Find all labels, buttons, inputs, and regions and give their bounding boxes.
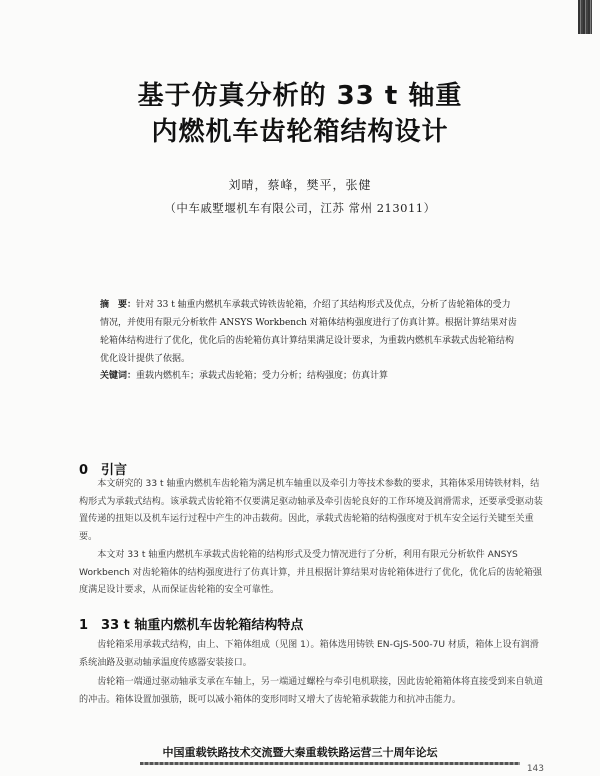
- footer-rule: [140, 762, 520, 765]
- author-list: 刘晴，蔡峰，樊平，张健: [228, 178, 372, 192]
- section-1-paragraph-1: 齿轮箱采用承载式结构，由上、下箱体组成（见图 1）。箱体选用铸铁 EN-GJS-500-7U 材质，箱体上设有润滑系统油路及驱动轴承温度传感器安装接口。: [79, 640, 539, 668]
- section-heading-intro: 0 引言: [79, 463, 128, 478]
- abstract-label: 摘 要：: [100, 300, 137, 310]
- scan-edge-mark: [578, 0, 592, 34]
- intro-paragraph-2: 本文对 33 t 轴重内燃机车承载式齿轮箱的结构形式及受力情况进行了分析，利用有限元分析软件 ANSYS Workbench 对齿轮箱体的结构强度进行了仿真计算，并且根据计算结果对齿轮箱体进行了优化，优化后的齿轮箱强度满足设计要求，从而保证齿轮箱的安全可靠性。: [79, 550, 543, 595]
- section-heading-1: 1 33 t 轴重内燃机车齿轮箱结构特点: [79, 618, 304, 633]
- conference-footer: 中国重载铁路技术交流暨大秦重载铁路运营三十周年论坛: [162, 746, 438, 759]
- author-affiliation: （中车戚墅堰机车有限公司，江苏 常州 213011）: [164, 201, 436, 215]
- title-line-1: 基于仿真分析的 33 t 轴重: [137, 81, 463, 111]
- abstract: [100, 296, 518, 368]
- paper-title: [0, 78, 600, 150]
- keywords-label: 关键词：: [100, 371, 137, 381]
- title-line-2: 内燃机车齿轮箱结构设计: [151, 117, 449, 147]
- intro-paragraph-1: 本文研究的 33 t 轴重内燃机车齿轮箱为满足机车轴重以及牵引力等技术参数的要求，其箱体采用铸铁材料，结构形式为承载式结构。该承载式齿轮箱不仅要满足驱动轴承及牵引齿轮良好的工作环境及润滑需求，还要承受驱动装置传递的扭矩以及机车运行过程中产生的冲击载荷。因此，承载式齿轮箱的结构强度对于机车安全运行关键至关重要。: [79, 479, 543, 542]
- section-1-paragraph-2: 齿轮箱一端通过驱动轴承支承在车轴上，另一端通过螺栓与牵引电机联接，因此齿轮箱箱体将直接受到来自轨道的冲击。箱体设置加强筋，既可以减小箱体的变形同时又增大了齿轮箱承载能力和抗冲击能力。: [79, 677, 543, 705]
- abstract-text: 针对 33 t 轴重内燃机车承载式铸铁齿轮箱，介绍了其结构形式及优点，分析了齿轮箱体的受力情况，并使用有限元分析软件 ANSYS Workbench 对箱体结构强度进行了仿真计算。根据计算结果对齿轮箱体结构进行了优化，优化后的齿轮箱仿真计算结果满足设计要求，为重载内燃机车承载式齿轮箱结构优化设计提供了依据。: [100, 300, 517, 364]
- keywords-text: 重载内燃机车；承载式齿轮箱；受力分析；结构强度；仿真计算: [136, 371, 389, 381]
- page-number: 143: [526, 764, 544, 774]
- keywords: [100, 368, 518, 384]
